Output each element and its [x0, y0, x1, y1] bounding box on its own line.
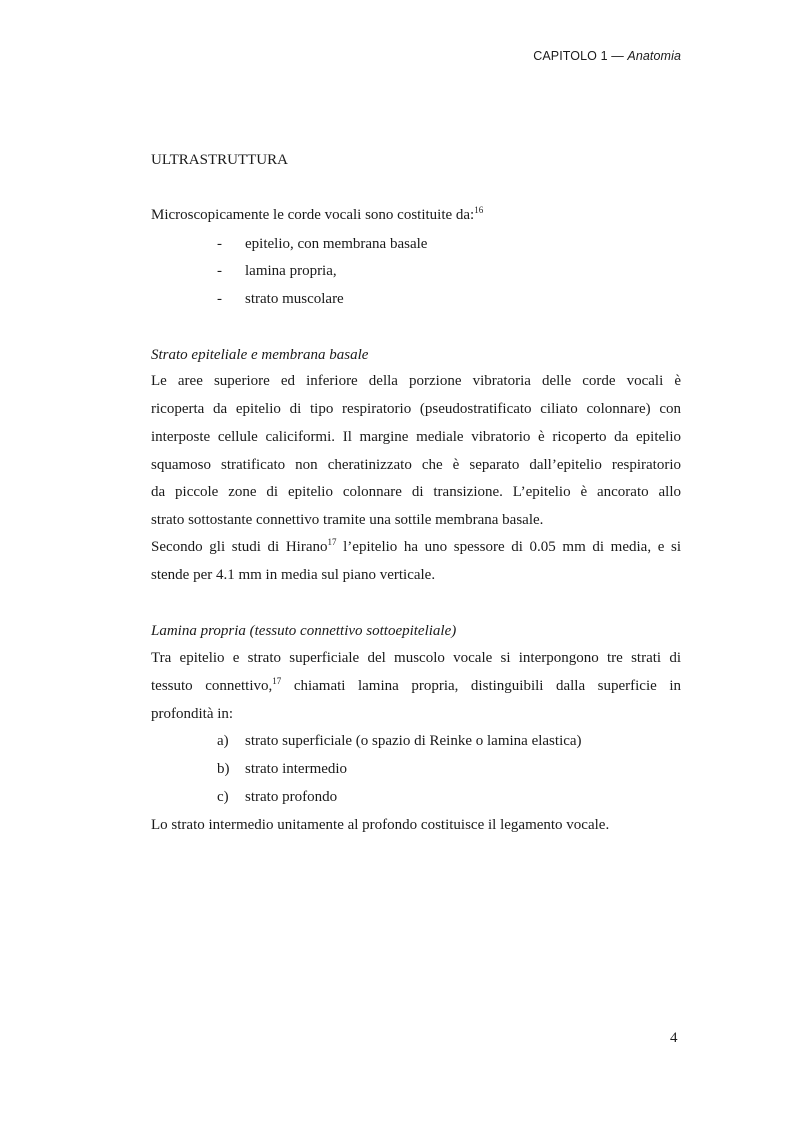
paragraph-line: stende per 4.1 mm in media sul piano verticale. — [151, 567, 436, 583]
list-item — [217, 788, 337, 806]
page-number: 4 — [670, 1030, 678, 1046]
connective-text-end: chiamati lamina propria, distinguibili dalla superficie in — [281, 678, 681, 694]
connective-text-start: tessuto connettivo, — [151, 678, 273, 694]
hirano-text-end: l’epitelio ha uno spessore di 0.05 mm di media, e si — [336, 539, 681, 555]
intro-sentence — [151, 206, 483, 224]
chapter-subtitle: Anatomia — [627, 49, 681, 63]
paragraph-line: squamoso stratificato non cheratinizzato che è separato dall’epitelio respiratorio — [151, 457, 681, 473]
paragraph-line-conclusion: Lo strato intermedio unitamente al profondo costituisce il legamento vocale. — [151, 817, 610, 833]
subsection-heading-lamina: Lamina propria (tessuto connettivo sottoepiteliale) — [151, 623, 457, 639]
footnote-ref: 17 — [327, 537, 337, 547]
list-item-text: strato superficiale (o spazio di Reinke o lamina elastica) — [245, 733, 582, 749]
paragraph-line: Tra epitelio e strato superficiale del muscolo vocale si interpongono tre strati di — [151, 650, 681, 666]
list-item — [217, 290, 344, 308]
running-header — [533, 49, 681, 63]
list-marker: a) — [217, 733, 229, 749]
list-item — [217, 235, 427, 253]
footnote-ref: 16 — [474, 205, 484, 215]
hirano-text-start: Secondo gli studi di Hirano — [151, 539, 328, 555]
list-marker: - — [217, 291, 222, 307]
paragraph-line: ricoperta da epitelio di tipo respiratorio (pseudostratificato ciliato colonnare) con — [151, 401, 681, 417]
list-marker: - — [217, 236, 222, 252]
header-separator: — — [607, 49, 628, 63]
subsection-heading-epithelium: Strato epiteliale e membrana basale — [151, 347, 369, 363]
intro-text: Microscopicamente le corde vocali sono costituite da: — [151, 207, 475, 223]
list-item — [217, 732, 582, 750]
section-title: ULTRASTRUTTURA — [151, 152, 288, 168]
paragraph-line-hirano — [151, 538, 681, 556]
list-item-text: lamina propria, — [245, 263, 337, 279]
list-item-text: strato profondo — [245, 789, 338, 805]
list-item-text: epitelio, con membrana basale — [245, 236, 428, 252]
paragraph-line: interposte cellule caliciformi. Il margine mediale vibratorio è ricoperto da epitelio — [151, 429, 681, 445]
paragraph-line: strato sottostante connettivo tramite una sottile membrana basale. — [151, 512, 544, 528]
list-item-text: strato intermedio — [245, 761, 348, 777]
paragraph-line-connective — [151, 677, 681, 695]
list-marker: - — [217, 263, 222, 279]
list-item — [217, 760, 347, 778]
footnote-ref: 17 — [272, 676, 282, 686]
list-marker: c) — [217, 789, 229, 805]
paragraph-line: profondità in: — [151, 706, 234, 722]
list-marker: b) — [217, 761, 230, 777]
paragraph-line: Le aree superiore ed inferiore della porzione vibratoria delle corde vocali è — [151, 373, 681, 389]
list-item — [217, 262, 337, 280]
paragraph-line: da piccole zone di epitelio colonnare di transizione. L’epitelio è ancorato allo — [151, 484, 681, 500]
chapter-label: CAPITOLO 1 — [533, 49, 608, 63]
list-item-text: strato muscolare — [245, 291, 344, 307]
